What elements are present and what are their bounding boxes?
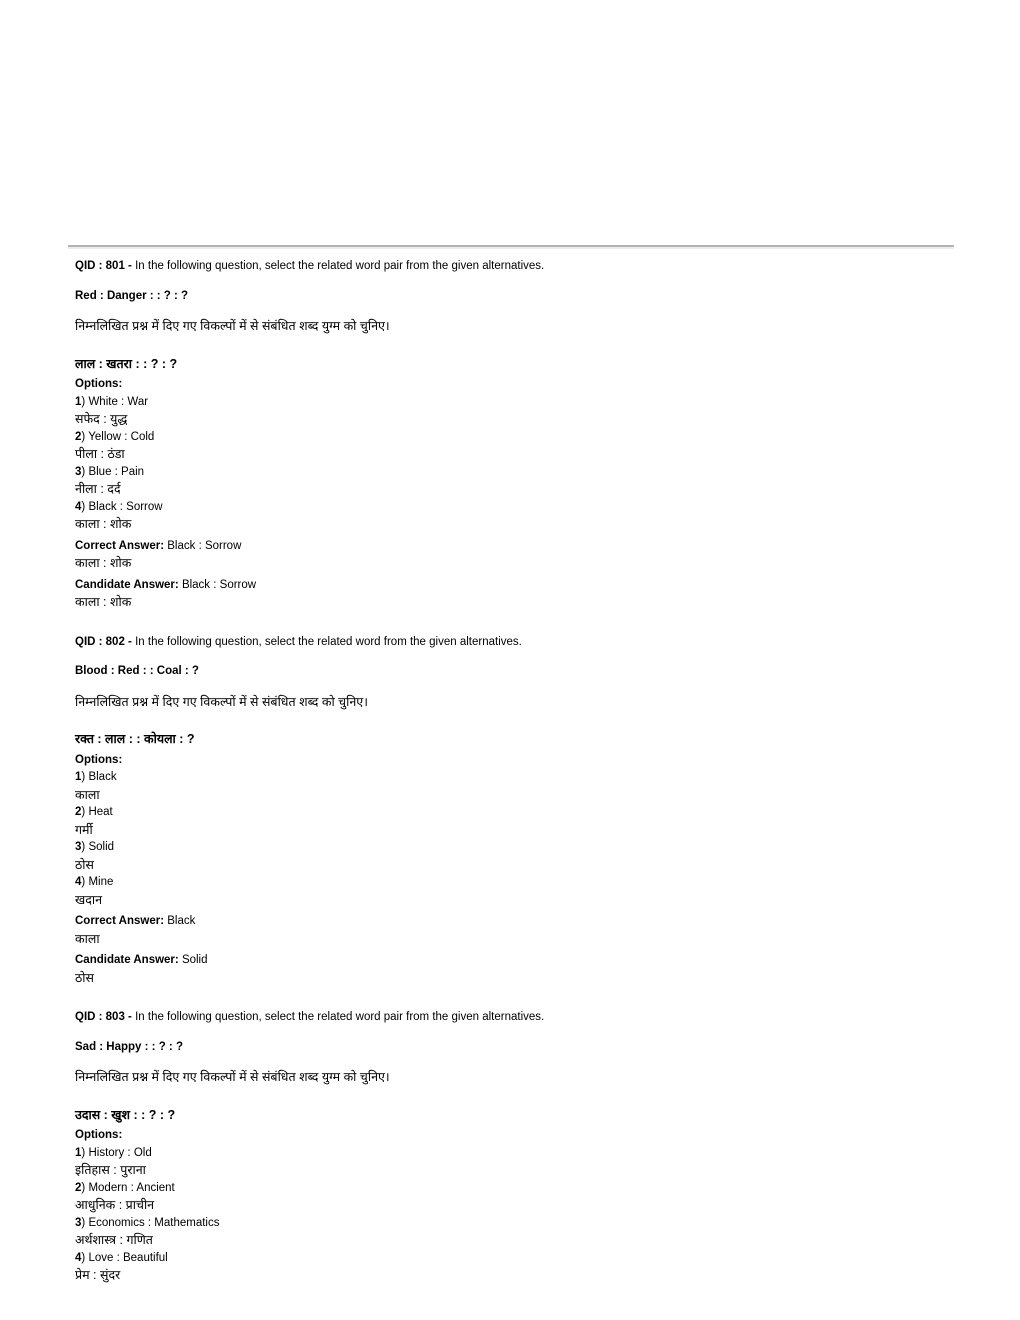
option-paren: ) (81, 395, 86, 408)
option-text-en: Yellow : Cold (88, 430, 155, 443)
option-number: 4 (75, 500, 82, 513)
instruction-hi: निम्नलिखित प्रश्न में दिए गए विकल्पों में से संबंधित शब्द युग्म को चुनिए। (75, 319, 390, 333)
option-2-en (75, 429, 955, 447)
correct-answer-en: Black (167, 915, 196, 927)
correct-answer-line (75, 913, 955, 931)
option-paren: ) (81, 1146, 86, 1159)
instruction-hi: निम्नलिखित प्रश्न में दिए गए विकल्पों में से संबंधित शब्द को चुनिए। (75, 694, 368, 709)
question-text: In the following question, select the related word pair from the given alternatives. (135, 260, 545, 272)
analogy-hi: रक्त : लाल : : कोयला : ? (75, 732, 195, 746)
option-1-hi: सफेद : युद्ध (75, 412, 128, 426)
option-number: 2 (75, 1181, 82, 1194)
options-label: Options: (75, 753, 123, 766)
analogy-hi: उदास : खुश : : ? : ? (75, 1107, 176, 1122)
options-label: Options: (75, 378, 123, 390)
option-4-en (75, 499, 955, 517)
option-4-hi: खदान (75, 892, 103, 907)
qid-label: QID : 803 - (75, 1011, 132, 1023)
option-text-en: Modern : Ancient (88, 1181, 175, 1194)
option-number: 1 (75, 1146, 82, 1159)
candidate-answer-line (75, 577, 955, 595)
analogy-hi: लाल : खतरा : : ? : ? (75, 356, 178, 371)
options-list (75, 769, 955, 909)
option-text-en: Mine (88, 876, 114, 888)
option-text-en: Black (88, 771, 117, 783)
questions-content (75, 258, 955, 1307)
correct-answer-hi: काला : शोक (75, 556, 132, 570)
option-1-hi: काला (75, 787, 100, 802)
option-number: 1 (75, 395, 82, 408)
analogy-en: Blood : Red : : Coal : ? (75, 665, 199, 677)
instruction-hi: निम्नलिखित प्रश्न में दिए गए विकल्पों में से संबंधित शब्द युग्म को चुनिए। (75, 1070, 390, 1084)
option-paren: ) (81, 771, 86, 783)
option-4-hi: काला : शोक (75, 517, 132, 531)
question-header (75, 1009, 955, 1027)
option-3-hi: अर्थशास्त्र : गणित (75, 1233, 153, 1247)
option-text-en: White : War (88, 395, 149, 408)
option-paren: ) (81, 465, 86, 478)
analogy-en: Red : Danger : : ? : ? (75, 289, 189, 302)
option-2-en (75, 804, 955, 822)
option-text-en: Heat (88, 806, 113, 818)
analogy-en: Sad : Happy : : ? : ? (75, 1040, 183, 1053)
options-label: Options: (75, 1129, 123, 1141)
option-text-en: Black : Sorrow (88, 500, 163, 513)
option-2-hi: पीला : ठंडा (75, 447, 125, 461)
option-number: 4 (75, 1251, 82, 1264)
option-4-en (75, 874, 955, 892)
option-number: 4 (75, 876, 82, 888)
question-block-801 (75, 258, 955, 612)
option-1-en (75, 394, 955, 412)
question-block-803 (75, 1009, 955, 1285)
top-divider (68, 245, 954, 247)
candidate-answer-label: Candidate Answer: (75, 578, 179, 591)
question-header (75, 258, 955, 276)
option-paren: ) (81, 1216, 86, 1229)
candidate-answer-en: Black : Sorrow (181, 578, 257, 591)
correct-answer-label: Correct Answer: (75, 915, 165, 927)
option-number: 3 (75, 465, 82, 478)
qid-label: QID : 802 - (75, 635, 132, 648)
option-3-en (75, 839, 955, 857)
option-2-hi: आधुनिक : प्राचीन (75, 1198, 155, 1212)
option-number: 1 (75, 771, 82, 783)
option-text-en: Blue : Pain (88, 465, 145, 478)
question-header (75, 634, 955, 652)
option-3-en (75, 1215, 955, 1233)
option-text-en: History : Old (88, 1146, 152, 1159)
candidate-answer-label: Candidate Answer: (75, 954, 179, 966)
option-3-hi: नीला : दर्द (75, 482, 121, 496)
option-text-en: Love : Beautiful (88, 1251, 168, 1264)
option-1-en (75, 769, 955, 787)
option-2-hi: गर्मी (75, 822, 93, 837)
correct-answer-line (75, 538, 955, 556)
options-list (75, 394, 955, 534)
option-4-hi: प्रेम : सुंदर (75, 1268, 121, 1282)
option-1-hi: इतिहास : पुराना (75, 1163, 146, 1177)
option-4-en (75, 1250, 955, 1268)
candidate-answer-line (75, 952, 955, 970)
option-paren: ) (81, 841, 86, 853)
option-paren: ) (81, 500, 86, 513)
option-paren: ) (81, 1181, 86, 1194)
question-block-802 (75, 634, 955, 988)
correct-answer-hi: काला (75, 931, 100, 946)
candidate-answer-hi: ठोस (75, 970, 94, 985)
option-paren: ) (81, 876, 86, 888)
option-number: 3 (75, 841, 82, 853)
candidate-answer-hi: काला : शोक (75, 595, 132, 609)
option-paren: ) (81, 430, 86, 443)
candidate-answer-en: Solid (181, 954, 208, 966)
correct-answer-en: Black : Sorrow (167, 539, 242, 552)
option-paren: ) (81, 806, 86, 818)
option-1-en (75, 1145, 955, 1163)
options-list (75, 1145, 955, 1285)
option-2-en (75, 1180, 955, 1198)
option-number: 2 (75, 806, 82, 818)
option-3-en (75, 464, 955, 482)
option-3-hi: ठोस (75, 857, 94, 872)
option-text-en: Economics : Mathematics (88, 1216, 220, 1229)
option-number: 3 (75, 1216, 82, 1229)
question-text: In the following question, select the related word pair from the given alternatives. (135, 1011, 545, 1023)
option-paren: ) (81, 1251, 86, 1264)
option-number: 2 (75, 430, 82, 443)
correct-answer-label: Correct Answer: (75, 539, 165, 552)
option-text-en: Solid (88, 841, 115, 853)
question-text: In the following question, select the related word from the given alternatives. (135, 635, 522, 648)
qid-label: QID : 801 - (75, 260, 132, 272)
